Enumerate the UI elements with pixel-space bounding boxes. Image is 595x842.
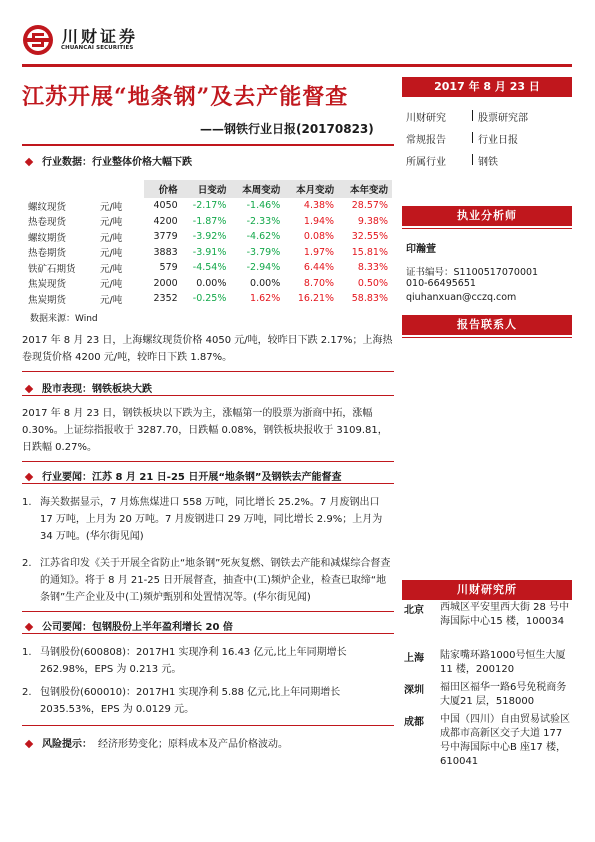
section-heading-text: 风险提示： xyxy=(42,739,92,750)
report-subtitle: ——钢铁行业日报(20170823) xyxy=(200,122,374,136)
year-change-cell: 28.57% xyxy=(351,200,388,212)
unit-cell: 元/吨 xyxy=(100,263,123,275)
year-change-cell: 15.81% xyxy=(351,246,388,258)
table-header-price: 价格 xyxy=(144,180,182,198)
commodity-name-cell: 铁矿石期货 xyxy=(28,263,76,275)
address-city-shenzhen: 深圳 xyxy=(404,685,424,696)
brand-name: 川财证券 xyxy=(62,27,139,46)
unit-cell: 元/吨 xyxy=(100,201,123,213)
price-cell: 2352 xyxy=(153,293,178,305)
year-change-cell: 8.33% xyxy=(357,262,388,274)
unit-cell: 元/吨 xyxy=(100,279,123,291)
month-change-cell: 6.44% xyxy=(303,262,335,274)
section-heading-industry-data xyxy=(22,153,192,168)
commodity-name-cell: 螺纹期货 xyxy=(28,232,67,244)
table-header-day: 日变动 xyxy=(182,180,231,198)
list-text: 包钢股份(600010)：2017H1 实现净利 5.88 亿元,比上年同期增长 2035.53%，EPS 为 0.0129 元。 xyxy=(40,687,341,715)
section-heading-text: 行业数据：行业整体价格大幅下跌 xyxy=(42,157,192,168)
table-row xyxy=(28,260,392,276)
table-row xyxy=(28,245,392,261)
table-body xyxy=(28,198,392,307)
commodity-name-cell: 热卷期货 xyxy=(28,248,67,260)
month-change-cell: 4.38% xyxy=(303,200,335,212)
section-heading-text: 公司要闻：包钢股份上半年盈利增长 20 倍 xyxy=(42,622,233,633)
diamond-bullet-icon xyxy=(25,739,33,747)
unit-cell: 元/吨 xyxy=(100,294,123,306)
table-source: 数据来源：Wind xyxy=(30,314,98,324)
table-header-row xyxy=(28,180,392,198)
year-change-cell: 58.83% xyxy=(351,293,388,305)
month-change-cell: 1.94% xyxy=(303,215,335,227)
unit-cell: 元/吨 xyxy=(100,248,123,260)
section-heading-text: 行业要闻：江苏 8 月 21 日-25 日开展“地条钢”及钢铁去产能督查 xyxy=(42,472,342,483)
section-rule xyxy=(22,611,394,612)
industry-data-paragraph: 2017 年 8 月 23 日，上海螺纹现货价格 4050 元/吨，较昨日下跌 2.17%；上海热卷现货价格 4200 元/吨，较昨日下跌 1.87%。 xyxy=(22,335,393,363)
month-change-cell: 8.70% xyxy=(303,277,335,289)
analyst-cert: 证书编号：S1100517070001 xyxy=(406,267,539,278)
price-cell: 3779 xyxy=(153,231,178,243)
month-change-cell: 0.08% xyxy=(303,231,335,243)
day-change-cell: -3.91% xyxy=(192,246,227,258)
report-date: 2017 年 8 月 23 日 xyxy=(402,77,572,97)
section-rule xyxy=(22,395,394,396)
day-change-cell: 0.00% xyxy=(196,277,227,289)
month-change-cell: 16.21% xyxy=(297,293,335,305)
research-institute-header: 川财研究所 xyxy=(402,580,572,600)
year-change-cell: 9.38% xyxy=(357,215,388,227)
risk-text: 经济形势变化；原料成本及产品价格波动。 xyxy=(98,739,288,750)
diamond-bullet-icon xyxy=(25,472,33,480)
analyst-email[interactable]: qiuhanxuan@cczq.com xyxy=(406,292,517,303)
table-row xyxy=(28,291,392,307)
list-text: 马钢股份(600808)：2017H1 实现净利 16.43 亿元,比上年同期增长 262.98%，EPS 为 0.213 元。 xyxy=(40,647,347,675)
section-heading-industry-news xyxy=(22,468,342,483)
meta-value-department: 股票研究部 xyxy=(478,109,528,124)
week-change-cell: -2.33% xyxy=(246,215,281,227)
list-text: 江苏省印发《关于开展全省防止“地条钢”死灰复燃、钢铁去产能和减煤综合督查的通知》。将于 8 月 21-25 日开展督查，抽查中(工)频炉企业，检查已取缔“地条钢”生产企业及中(工)频炉甄别和处置情况等。(华尔街见闻) xyxy=(40,558,391,603)
section-heading-market xyxy=(22,380,152,395)
header-rule xyxy=(22,64,572,67)
week-change-cell: -4.62% xyxy=(246,231,281,243)
list-item xyxy=(22,684,394,718)
table-header-month: 本月变动 xyxy=(284,180,338,198)
address-shanghai: 陆家嘴环路1000号恒生大厦11 楼，200120 xyxy=(440,650,566,675)
week-change-cell: -1.46% xyxy=(246,200,281,212)
week-change-cell: 0.00% xyxy=(250,277,281,289)
report-title: 江苏开展“地条钢”及去产能督查 xyxy=(22,84,349,110)
meta-value-report-type: 行业日报 xyxy=(478,131,518,146)
table-row xyxy=(28,214,392,230)
analyst-rule xyxy=(402,228,572,229)
address-city-beijing: 北京 xyxy=(404,605,424,616)
year-change-cell: 0.50% xyxy=(357,277,388,289)
list-item xyxy=(22,555,394,606)
table-header-blank xyxy=(96,180,144,198)
price-cell: 2000 xyxy=(153,277,178,289)
commodity-name-cell: 热卷现货 xyxy=(28,217,67,229)
section-rule xyxy=(22,371,394,372)
table-row xyxy=(28,198,392,214)
list-number: 1. xyxy=(22,647,32,658)
section-rule xyxy=(22,461,394,462)
day-change-cell: -2.17% xyxy=(192,200,227,212)
brand-name-en: CHUANCAI SECURITIES xyxy=(61,45,134,51)
list-text: 海关数据显示，7 月炼焦煤进口 558 万吨，同比增长 25.2%。7 月废钢出口 17 万吨，上月为 20 万吨。7 月废钢进口 29 万吨，同比增长 2.9%；上月为 34 万吨。(华尔街见闻) xyxy=(40,497,383,542)
meta-value-industry: 钢铁 xyxy=(478,153,498,168)
list-number: 2. xyxy=(22,687,32,698)
section-heading-text: 股市表现：钢铁板块大跌 xyxy=(42,384,152,395)
table-header-blank xyxy=(28,180,96,198)
price-cell: 4050 xyxy=(153,200,178,212)
section-rule xyxy=(22,633,394,634)
list-item xyxy=(22,644,394,678)
price-cell: 4200 xyxy=(153,215,178,227)
price-cell: 3883 xyxy=(153,246,178,258)
price-table xyxy=(28,180,392,307)
list-number: 1. xyxy=(22,497,32,508)
unit-cell: 元/吨 xyxy=(100,232,123,244)
contact-rule xyxy=(402,337,572,338)
table-row xyxy=(28,229,392,245)
day-change-cell: -3.92% xyxy=(192,231,227,243)
section-rule xyxy=(22,725,394,726)
address-city-chengdu: 成都 xyxy=(404,717,424,728)
week-change-cell: -2.94% xyxy=(246,262,281,274)
table-row xyxy=(28,276,392,292)
month-change-cell: 1.97% xyxy=(303,246,335,258)
section-heading-company-news xyxy=(22,618,233,633)
address-beijing: 西城区平安里西大街 28 号中海国际中心15 楼，100034 xyxy=(440,602,570,627)
brand-logo xyxy=(22,24,54,56)
address-shenzhen: 福田区福华一路6号免税商务大厦21 层，518000 xyxy=(440,682,567,707)
meta-label-industry: 所属行业 xyxy=(406,157,446,168)
diamond-bullet-icon xyxy=(25,384,33,392)
table-header-week: 本周变动 xyxy=(230,180,284,198)
list-number: 2. xyxy=(22,558,32,569)
analyst-phone: 010-66495651 xyxy=(406,278,476,289)
address-city-shanghai: 上海 xyxy=(404,653,424,664)
title-rule xyxy=(22,144,394,146)
year-change-cell: 32.55% xyxy=(351,231,388,243)
contact-header: 报告联系人 xyxy=(402,315,572,335)
day-change-cell: -0.25% xyxy=(192,293,227,305)
diamond-bullet-icon xyxy=(25,622,33,630)
table-header-year: 本年变动 xyxy=(338,180,392,198)
meta-label-research: 川财研究 xyxy=(406,113,446,124)
diamond-bullet-icon xyxy=(25,157,33,165)
unit-cell: 元/吨 xyxy=(100,217,123,229)
day-change-cell: -4.54% xyxy=(192,262,227,274)
address-chengdu: 中国（四川）自由贸易试验区成都市高新区交子大道 177 号中海国际中心B 座17 楼，610041 xyxy=(440,714,570,767)
analyst-header: 执业分析师 xyxy=(402,206,572,226)
section-rule xyxy=(22,483,394,484)
section-heading-risk xyxy=(22,735,288,750)
analyst-name: 印瀚萱 xyxy=(406,244,436,255)
week-change-cell: -3.79% xyxy=(246,246,281,258)
commodity-name-cell: 焦炭现货 xyxy=(28,279,67,291)
list-item xyxy=(22,494,394,545)
commodity-name-cell: 螺纹现货 xyxy=(28,201,67,213)
meta-label-report-type: 常规报告 xyxy=(406,135,446,146)
commodity-name-cell: 焦炭期货 xyxy=(28,294,67,306)
day-change-cell: -1.87% xyxy=(192,215,227,227)
week-change-cell: 1.62% xyxy=(250,293,281,305)
market-paragraph: 2017 年 8 月 23 日，钢铁板块以下跌为主，涨幅第一的股票为浙商中拓，涨幅 0.30%。上证综指报收于 3287.70，日跌幅 0.08%，钢铁板块报收于 3109.81，日跌幅 0.27%。 xyxy=(22,408,388,453)
price-cell: 579 xyxy=(159,262,178,274)
